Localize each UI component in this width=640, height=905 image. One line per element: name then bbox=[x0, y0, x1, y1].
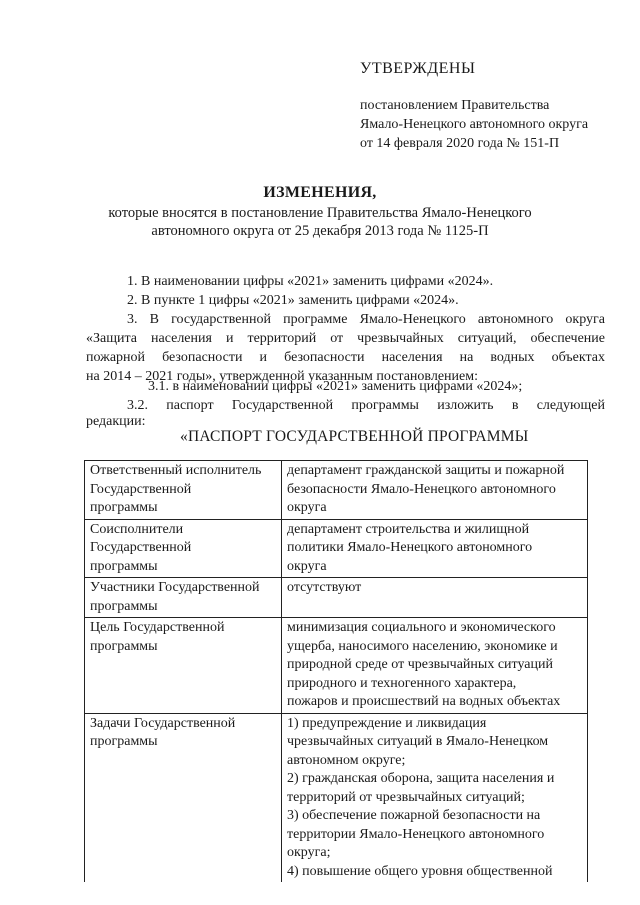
row-label-cell bbox=[85, 519, 282, 578]
approved-line-2: Ямало-Ненецкого автономного округа bbox=[360, 117, 589, 132]
document-subtitle-line-1: которые вносятся в постановление Правительства Ямало-Ненецкого bbox=[108, 205, 532, 221]
row-label-line: программы bbox=[90, 500, 158, 515]
table-row bbox=[85, 578, 588, 618]
row-label-cell bbox=[85, 461, 282, 520]
row-value-line: автономном округе; bbox=[287, 752, 406, 768]
row-value-line: территорий от чрезвычайных ситуаций; bbox=[287, 789, 525, 805]
passport-title: «ПАСПОРТ ГОСУДАРСТВЕННОЙ ПРОГРАММЫ bbox=[180, 428, 529, 445]
row-value-line: округа bbox=[287, 558, 327, 574]
passport-table bbox=[84, 460, 588, 882]
document-title: ИЗМЕНЕНИЯ, bbox=[263, 184, 377, 201]
row-value-line: департамент строительства и жилищной bbox=[287, 521, 530, 537]
row-value-line: природной среде от чрезвычайных ситуаций bbox=[287, 657, 553, 672]
row-value-line: 3) обеспечение пожарной безопасности на bbox=[287, 808, 541, 823]
item-3-line-3: пожарной безопасности и безопасности населения на водных объектах bbox=[86, 350, 605, 365]
row-value-line: 4) повышение общего уровня общественной bbox=[287, 863, 553, 879]
table-row bbox=[85, 713, 588, 882]
row-value-line: 2) гражданская оборона, защита населения и bbox=[287, 771, 555, 786]
row-label-line: программы bbox=[90, 638, 158, 654]
row-value-line: безопасности Ямало-Ненецкого автономного bbox=[287, 481, 556, 497]
row-label-cell bbox=[85, 713, 282, 882]
item-1: 1. В наименовании цифры «2021» заменить цифрами «2024». bbox=[127, 274, 494, 289]
row-value-line: округа; bbox=[287, 845, 331, 860]
item-3-line-2: «Защита населения и территорий от чрезвычайных ситуаций, обеспечение bbox=[86, 331, 605, 346]
item-3-2-line-1: 3.2. паспорт Государственной программы изложить в следующей bbox=[127, 398, 605, 413]
row-label-line: программы bbox=[90, 734, 158, 749]
row-value-line: чрезвычайных ситуаций в Ямало-Ненецком bbox=[287, 734, 549, 749]
row-label-line: программы bbox=[90, 558, 158, 574]
row-label-line: программы bbox=[90, 598, 158, 614]
document-subtitle-line-2: автономного округа от 25 декабря 2013 года № 1125-П bbox=[151, 223, 489, 239]
row-label-line: Ответственный исполнитель bbox=[90, 463, 262, 478]
row-label-line: Государственной bbox=[90, 540, 192, 555]
row-value-cell bbox=[282, 713, 588, 882]
approved-stamp-title: УТВЕРЖДЕНЫ bbox=[360, 60, 476, 77]
row-value-line: территории Ямало-Ненецкого автономного bbox=[287, 826, 545, 842]
row-value-cell bbox=[282, 461, 588, 520]
row-value-line: ущерба, наносимого населению, экономике и bbox=[287, 638, 558, 654]
approved-line-1: постановлением Правительства bbox=[360, 98, 550, 113]
row-label-cell bbox=[85, 578, 282, 618]
item-3-2-line-2: редакции: bbox=[86, 414, 146, 429]
row-value-cell bbox=[282, 578, 588, 618]
row-label-line: Задачи Государственной bbox=[90, 715, 236, 731]
row-value-line: департамент гражданской защиты и пожарной bbox=[287, 463, 565, 478]
row-value-line: округа bbox=[287, 500, 327, 515]
item-2: 2. В пункте 1 цифры «2021» заменить цифрами «2024». bbox=[127, 293, 459, 308]
row-value-line: природного и техногенного характера, bbox=[287, 675, 517, 691]
row-value-line: минимизация социального и экономического bbox=[287, 620, 556, 635]
row-value-cell bbox=[282, 618, 588, 714]
row-label-cell bbox=[85, 618, 282, 714]
row-label-line: Государственной bbox=[90, 481, 192, 497]
row-value-line: 1) предупреждение и ликвидация bbox=[287, 715, 487, 731]
item-3-line-4: на 2014 – 2021 годы», утвержденной указанным постановлением: bbox=[86, 369, 478, 384]
row-label-line: Цель Государственной bbox=[90, 620, 225, 635]
row-value-line: отсутствуют bbox=[287, 580, 362, 595]
table-row bbox=[85, 461, 588, 520]
row-label-line: Участники Государственной bbox=[90, 580, 260, 595]
row-value-cell bbox=[282, 519, 588, 578]
item-3-line-1: 3. В государственной программе Ямало-Ненецкого автономного округа bbox=[127, 312, 605, 327]
row-value-line: пожаров и происшествий на водных объектах bbox=[287, 694, 561, 709]
row-label-line: Соисполнители bbox=[90, 521, 184, 537]
approved-line-3: от 14 февраля 2020 года № 151-П bbox=[360, 136, 560, 151]
table-row bbox=[85, 519, 588, 578]
item-3-1: 3.1. в наименовании цифры «2021» заменить цифрами «2024»; bbox=[148, 379, 523, 394]
table-row bbox=[85, 618, 588, 714]
row-value-line: политики Ямало-Ненецкого автономного bbox=[287, 540, 533, 555]
